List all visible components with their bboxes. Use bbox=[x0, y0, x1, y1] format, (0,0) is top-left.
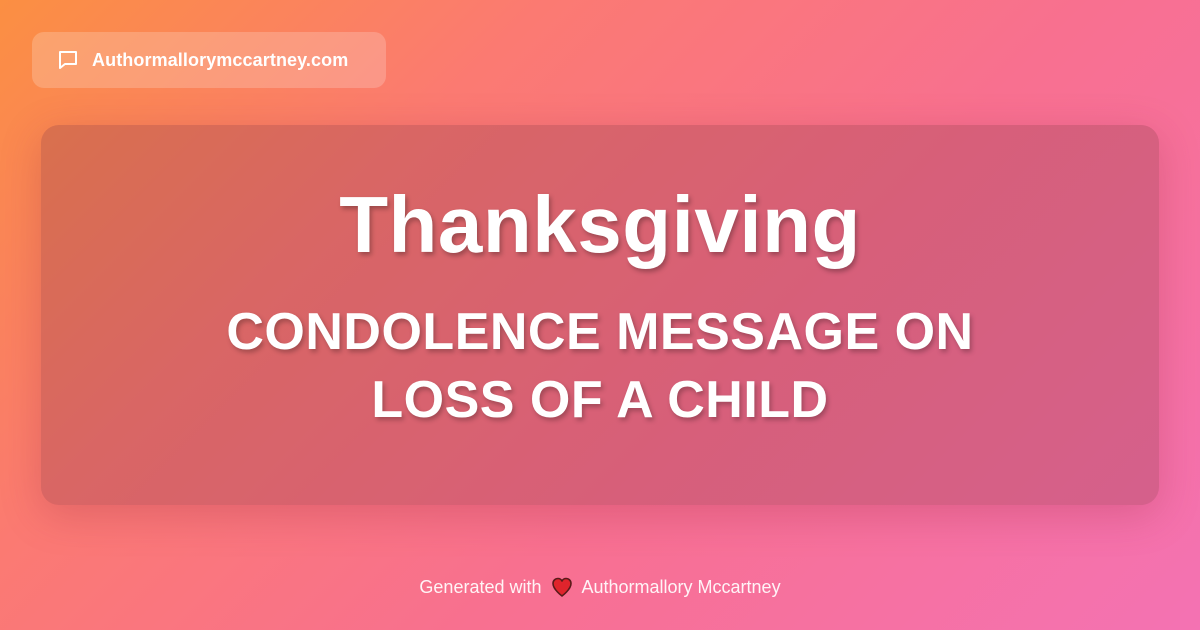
page-subtitle: CONDOLENCE MESSAGE ON LOSS OF A CHILD bbox=[226, 303, 974, 429]
chat-bubble-icon bbox=[56, 48, 80, 72]
footer-author[interactable]: Authormallory Mccartney bbox=[581, 576, 781, 597]
site-badge[interactable] bbox=[32, 32, 386, 88]
footer bbox=[0, 572, 1200, 602]
generated-with-label: Generated with bbox=[419, 576, 542, 597]
main-card bbox=[41, 125, 1159, 505]
heart-icon bbox=[550, 575, 574, 599]
page-title: Thanksgiving bbox=[339, 180, 861, 269]
site-name: Authormallorymccartney.com bbox=[92, 49, 349, 70]
